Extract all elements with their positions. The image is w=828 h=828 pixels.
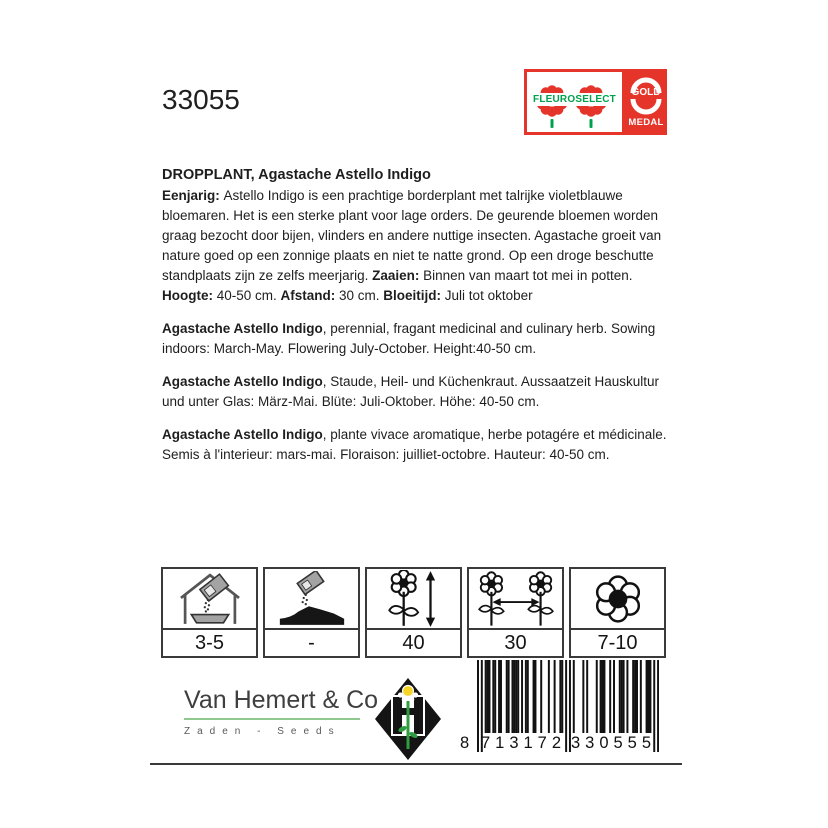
brand-name: Van Hemert & Co: [184, 686, 379, 714]
barcode-digit-first: 8: [460, 734, 470, 752]
sow-outdoors-value: -: [265, 628, 358, 656]
item-number: 33055: [162, 84, 240, 115]
paragraph-dutch: Eenjarig: Astello Indigo is een prachtige borderplant met talrijke violetblauwe bloemaren. Het is een sterke plant voor lage orders. De geurende bloemen worden graag bezocht door bijen, vlinders en andere nuttige insecten. Agastache groeit van nature goed op een zonnige plaats en niet te natte grond. Op een droge beschutte standplaats zijn ze zelfs meerjarig. Zaaien: Binnen van maart tot mei in potten. Hoogte: 40-50 cm. Afstand: 30 cm. Bloeitijd: Juli tot oktober: [162, 188, 662, 303]
plant-spacing-value: 30: [469, 628, 562, 656]
sow-indoors-value: 3-5: [163, 628, 256, 656]
bottom-edge-line: [150, 763, 682, 765]
pictogram-plant-spacing: [467, 567, 564, 658]
brand-tagline: Zaden - Seeds: [184, 726, 341, 737]
barcode: [460, 660, 659, 756]
plant-height-icon: [367, 569, 460, 628]
pictogram-strip: [161, 567, 666, 658]
barcode-digit-group1: 713172: [480, 734, 567, 752]
description-block: [162, 165, 678, 478]
gold-label: GOLD: [631, 87, 661, 98]
pictogram-sow-indoors: [161, 567, 258, 658]
brand-block: [184, 686, 378, 737]
sow-outdoors-icon: [265, 569, 358, 628]
van-hemert-diamond-logo-icon: [374, 677, 442, 761]
pictogram-sow-outdoors: [263, 567, 360, 658]
fleuroselect-label: FLEUROSELECT: [527, 93, 622, 106]
pictogram-flowering-period: [569, 567, 666, 658]
flowering-period-value: 7-10: [571, 628, 664, 656]
fleuroselect-badge: [524, 69, 625, 135]
medal-label: MEDAL: [628, 117, 664, 128]
flowering-period-icon: [571, 569, 664, 628]
paragraph-french: Agastache Astello Indigo, plante vivace aromatique, herbe potagére et médicinale. Semis à l'interieur: mars-mai. Floraison: juilliet-octobre. Hauteur: 40-50 cm.: [162, 427, 667, 462]
sow-indoors-icon: [163, 569, 256, 628]
paragraph-english: Agastache Astello Indigo, perennial, fragant medicinal and culinary herb. Sowing indoors: March-May. Flowering July-October. Height:40-50 cm.: [162, 321, 656, 356]
plant-height-value: 40: [367, 628, 460, 656]
paragraph-german: Agastache Astello Indigo, Staude, Heil- und Küchenkraut. Aussaatzeit Hauskultur und unter Glas: März-Mai. Blüte: Juli-Oktober. Höhe: 40-50 cm.: [162, 374, 659, 409]
brand-underline: [184, 718, 360, 720]
award-badges: [524, 69, 667, 135]
product-title: DROPPLANT, Agastache Astello Indigo: [162, 167, 431, 183]
gold-medal-badge: [625, 69, 667, 135]
barcode-digit-group2: 330555: [570, 734, 657, 752]
pictogram-plant-height: [365, 567, 462, 658]
plant-spacing-icon: [469, 569, 562, 628]
